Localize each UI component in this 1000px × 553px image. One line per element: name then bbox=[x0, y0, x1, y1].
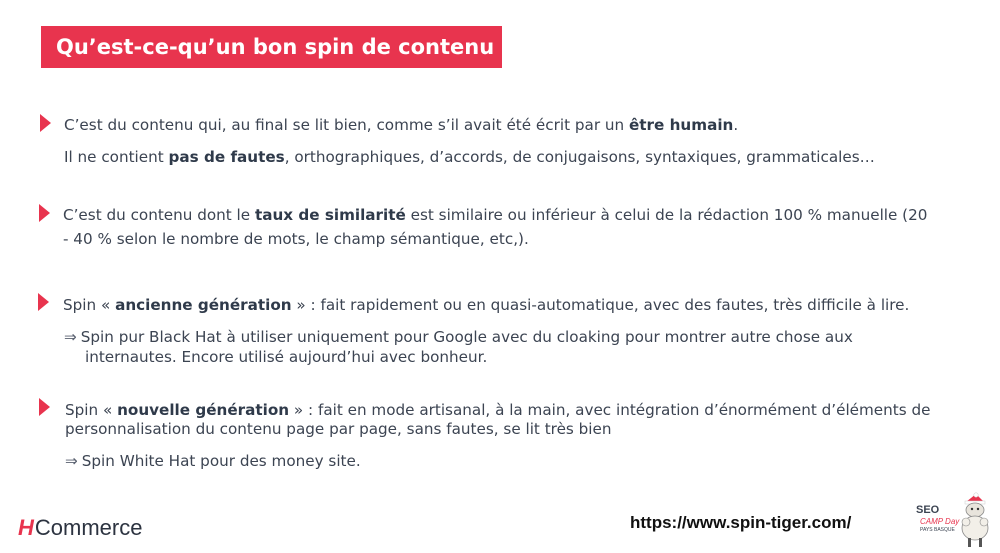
bold-phrase: ancienne génération bbox=[115, 296, 292, 314]
badge-line-1: SEO bbox=[916, 504, 940, 516]
bullet-2-line-2: - 40 % selon le nombre de mots, le champ sémantique, etc,). bbox=[63, 230, 529, 248]
bullet-4-sub-line-1: ⇒ Spin White Hat pour des money site. bbox=[65, 452, 361, 470]
bullet-1-line-1: C’est du contenu qui, au final se lit bien, comme s’il avait été écrit par un être humain. bbox=[64, 116, 739, 134]
hcommerce-logo bbox=[18, 515, 142, 541]
bold-phrase: nouvelle génération bbox=[117, 401, 290, 419]
bold-phrase: être humain bbox=[628, 116, 734, 134]
logo-text: Commerce bbox=[34, 515, 143, 540]
bullet-marker bbox=[40, 114, 51, 132]
bullet-3-sub-line-1: ⇒ Spin pur Black Hat à utiliser uniquement pour Google avec du cloaking pour montrer autre chose aux bbox=[64, 328, 853, 346]
badge-line-3: PAYS BASQUE bbox=[920, 527, 955, 533]
sheep-mascot-icon bbox=[956, 492, 992, 550]
bullet-4-line-2: personnalisation du contenu page par page, sans fautes, se lit très bien bbox=[65, 420, 612, 438]
bullet-2-line-1: C’est du contenu dont le taux de similarité est similaire ou inférieur à celui de la rédaction 100 % manuelle (20 bbox=[63, 206, 928, 224]
bullet-3-sub-line-2: internautes. Encore utilisé aujourd’hui avec bonheur. bbox=[85, 348, 488, 366]
logo-mark-icon: H bbox=[18, 515, 34, 540]
bullet-4-line-1: Spin « nouvelle génération » : fait en mode artisanal, à la main, avec intégration d’énormément d’éléments de bbox=[65, 401, 931, 419]
bullet-marker bbox=[38, 293, 49, 311]
badge-line-2: CAMP Day bbox=[920, 517, 960, 526]
bold-phrase: pas de fautes bbox=[168, 148, 285, 166]
bullet-marker bbox=[39, 204, 50, 222]
implies-arrow-icon: ⇒ bbox=[64, 328, 77, 346]
bullet-marker bbox=[39, 398, 50, 416]
bold-phrase: taux de similarité bbox=[254, 206, 406, 224]
implies-arrow-icon: ⇒ bbox=[65, 452, 78, 470]
bullet-3-line-1: Spin « ancienne génération » : fait rapidement ou en quasi-automatique, avec des fautes, très difficile à lire. bbox=[63, 296, 910, 314]
slide-title: Qu’est-ce-qu’un bon spin de contenu ? bbox=[41, 26, 502, 68]
seo-camp-badge bbox=[912, 492, 992, 550]
bullet-1-line-2: Il ne contient pas de fautes, orthographiques, d’accords, de conjugaisons, syntaxiques, grammaticales… bbox=[64, 148, 875, 166]
website-url[interactable]: https://www.spin-tiger.com/ bbox=[630, 513, 852, 532]
